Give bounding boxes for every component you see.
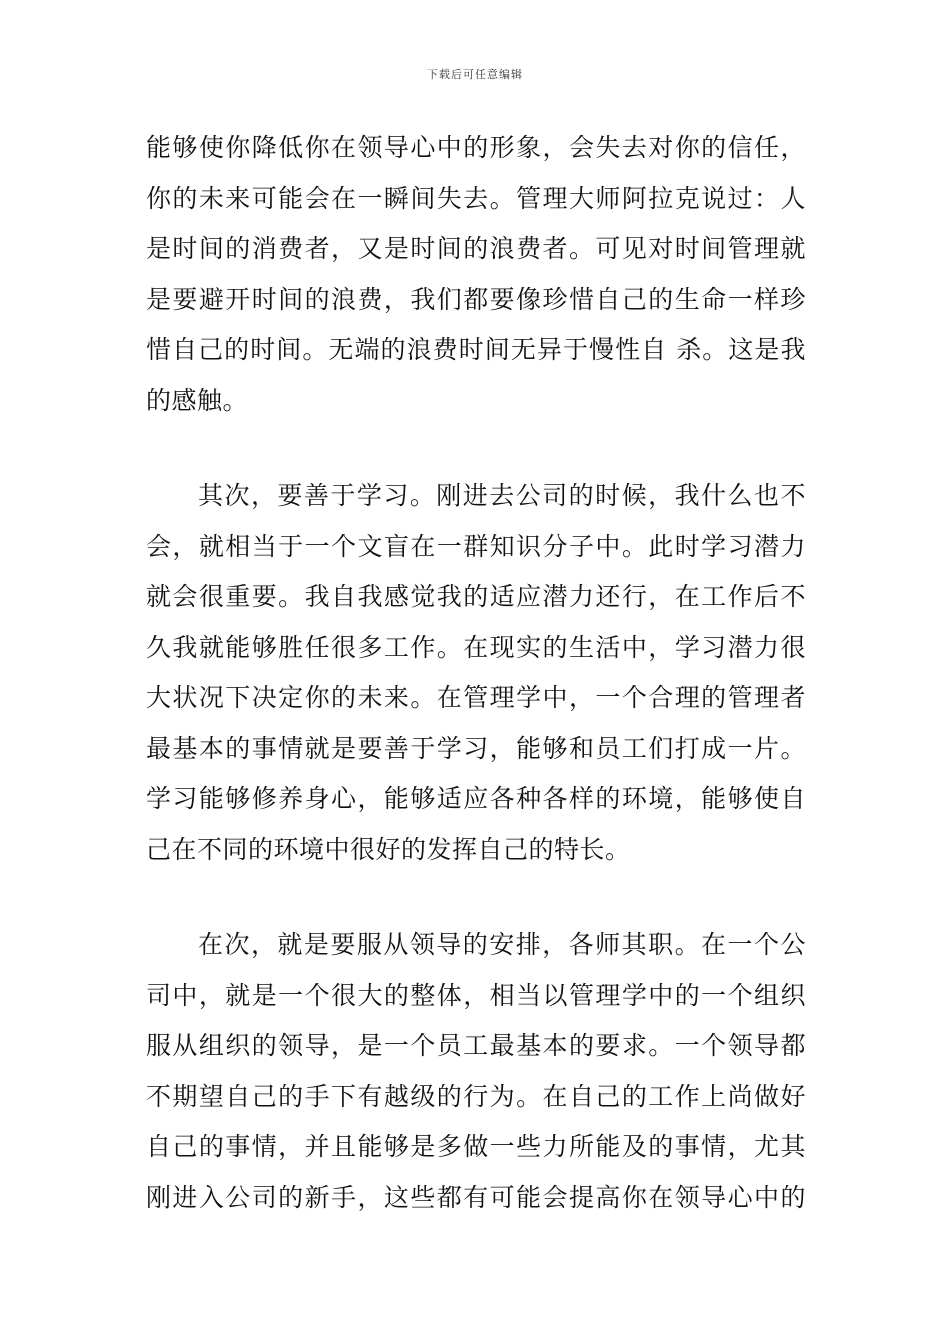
paragraph-2-line-3: 就会很重要。我自我感觉我的适应潜力还行，在工作后不 xyxy=(146,582,806,611)
paragraph-2-line-2: 会，就相当于一个文盲在一群知识分子中。此时学习潜力 xyxy=(146,532,806,561)
paragraph-2-line-6: 最基本的事情就是要善于学习，能够和员工们打成一片。 xyxy=(146,734,806,763)
paragraph-3-line-2: 司中，就是一个很大的整体，相当以管理学中的一个组织 xyxy=(146,981,806,1010)
paragraph-1-line-4: 是要避开时间的浪费，我们都要像珍惜自己的生命一样珍 xyxy=(146,285,806,314)
paragraph-3-line-5: 自己的事情，并且能够是多做一些力所能及的事情，尤其 xyxy=(146,1132,806,1161)
paragraph-2-line-4: 久我就能够胜任很多工作。在现实的生活中，学习潜力很 xyxy=(146,633,806,662)
page-header: 下载后可任意编辑 xyxy=(427,68,523,81)
paragraph-3-line-6: 刚进入公司的新手，这些都有可能会提高你在领导心中的 xyxy=(146,1183,806,1212)
paragraph-1-line-5: 惜自己的时间。无端的浪费时间无异于慢性自 杀。这是我 xyxy=(146,335,806,364)
paragraph-1-line-1: 能够使你降低你在领导心中的形象，会失去对你的信任， xyxy=(146,133,806,162)
paragraph-2-line-5: 大状况下决定你的未来。在管理学中，一个合理的管理者 xyxy=(146,683,806,712)
paragraph-3-line-4: 不期望自己的手下有越级的行为。在自己的工作上尚做好 xyxy=(146,1082,806,1111)
paragraph-2-line-8: 己在不同的环境中很好的发挥自己的特长。 xyxy=(146,835,631,864)
paragraph-1-line-2: 你的未来可能会在一瞬间失去。管理大师阿拉克说过：人 xyxy=(146,184,806,213)
paragraph-3-line-3: 服从组织的领导，是一个员工最基本的要求。一个领导都 xyxy=(146,1031,806,1060)
paragraph-1-line-6: 的感触。 xyxy=(146,386,249,415)
paragraph-2-line-1: 其次，要善于学习。刚进去公司的时候，我什么也不 xyxy=(198,481,806,510)
paragraph-1-line-3: 是时间的消费者，又是时间的浪费者。可见对时间管理就 xyxy=(146,234,806,263)
paragraph-2-line-7: 学习能够修养身心，能够适应各种各样的环境，能够使自 xyxy=(146,784,806,813)
paragraph-3-line-1: 在次，就是要服从领导的安排，各师其职。在一个公 xyxy=(198,930,806,959)
